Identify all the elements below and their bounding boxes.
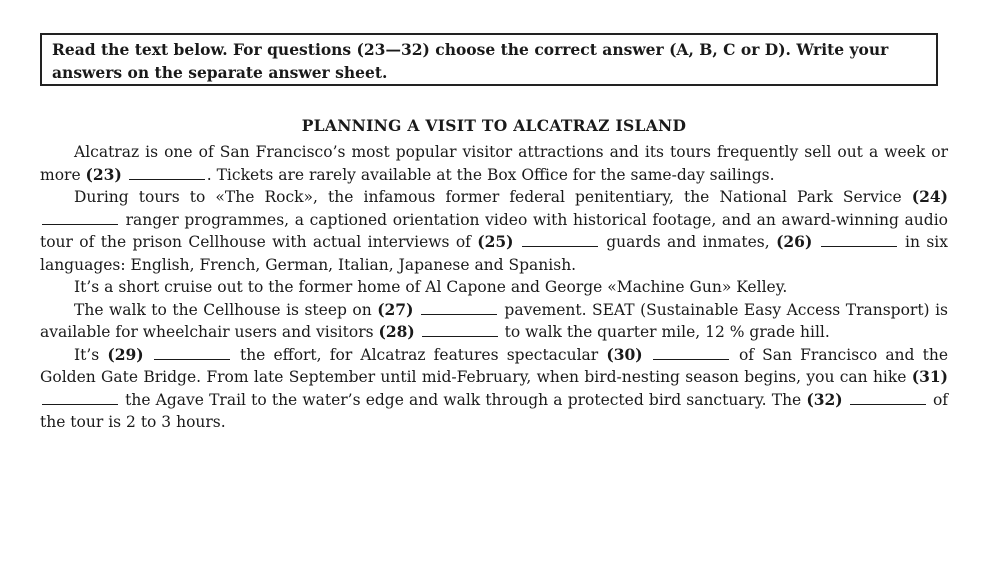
answer-blank [42,392,118,405]
paragraph-text: Alcatraz is one of San Francisco’s most popular visitor attractions and its tours frequently sell out a week or more [40,143,948,184]
instructions-text: Read the text below. For questions (23—32) choose the correct answer (A, B, C or D). Write your answers on the separate answer sheet. [52,40,889,82]
gap-number: (30) [606,344,643,364]
gap-number: (31) [911,367,948,386]
document-body [40,141,948,434]
paragraph-text: pavement. SEAT (Sustainable Easy Access Transport) is available for wheelchair users and visitors [40,300,948,341]
paragraph-text: of San Francisco and the Golden Gate Bridge. From late September until mid-February, when bird-nesting season begins, you can hike [40,345,949,386]
paragraph [40,186,948,276]
paragraph-text: It’s a short cruise out to the former home of Al Capone and George «Machine Gun» Kelley. [74,278,788,296]
gap-number: (25) [477,232,514,251]
paragraph-text: ranger programmes, a captioned orientation video with historical footage, and an award-winning audio tour of the prison Cellhouse with actual interviews of [40,210,948,251]
paragraph-text: of the tour is 2 to 3 hours. [40,390,949,431]
paragraph-text: guards and inmates, [599,233,777,251]
gap-number: (24) [911,187,948,206]
document-title: PLANNING A VISIT TO ALCATRAZ ISLAND [301,116,687,135]
paragraph [40,276,948,299]
gap-number: (29) [107,344,144,364]
answer-blank [129,167,205,180]
answer-blank [42,212,118,225]
paragraph [40,141,948,186]
answer-blank [421,302,497,315]
paragraph-text: to walk the quarter mile, 12 % grade hill. [499,323,830,341]
instructions-box [40,33,938,86]
paragraph-text: in six languages: English, French, German, Italian, Japanese and Spanish. [40,233,948,274]
paragraph-text: . Tickets are rarely available at the Box Office for the same-day sailings. [206,165,775,184]
paragraph-text: The walk to the Cellhouse is steep on [74,300,378,319]
gap-number: (32) [806,389,843,409]
answer-blank [154,347,230,360]
paragraph [40,344,948,434]
paragraph-text: It’s [74,345,108,364]
gap-number: (26) [776,232,813,251]
answer-blank [821,234,897,247]
gap-number: (28) [378,322,415,341]
paragraph-text: the Agave Trail to the water’s edge and walk through a protected bird sanctuary. The [120,390,807,409]
answer-blank [653,347,729,360]
paragraph-text: the effort, for Alcatraz features spectacular [231,345,607,364]
gap-number: (27) [377,299,414,319]
paragraph-text: During tours to «The Rock», the infamous former federal penitentiary, the National Park Service [74,188,912,206]
answer-blank [850,392,926,405]
answer-blank [522,234,598,247]
paragraph [40,299,948,344]
gap-number: (23) [85,164,122,184]
answer-blank [422,324,498,337]
